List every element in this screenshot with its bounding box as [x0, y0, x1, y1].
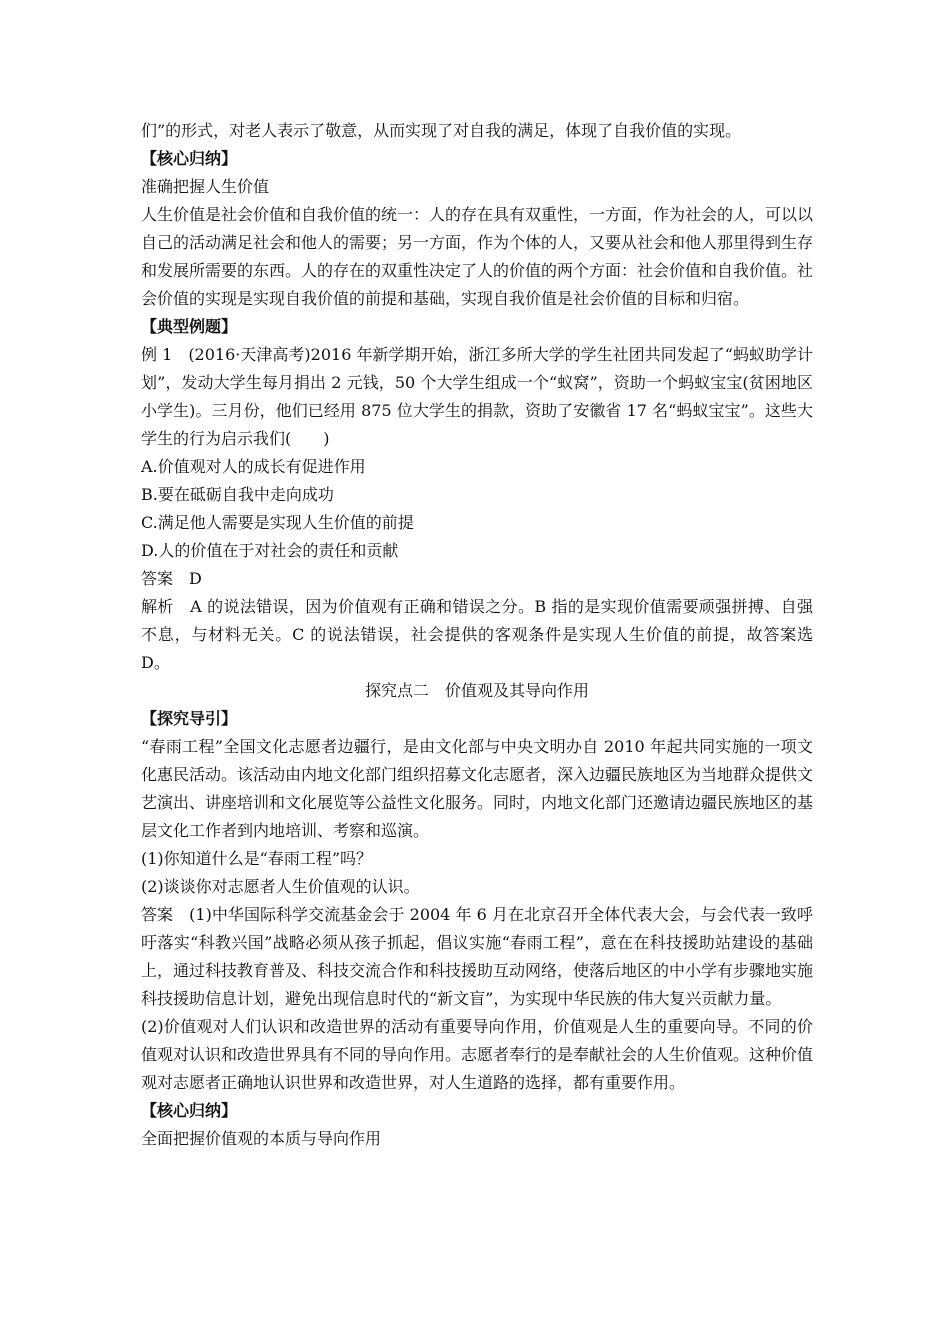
- core-summary-body: 人生价值是社会价值和自我价值的统一：人的存在具有双重性，一方面，作为社会的人，可以以自己的活动满足社会和他人的需要；另一方面，作为个体的人，又要从社会和他人那里得到生存和发展所需要的东西。人的存在的双重性决定了人的价值的两个方面：社会价值和自我价值。社会价值的实现是实现自我价值的前提和基础，实现自我价值是社会价值的目标和归宿。: [141, 205, 814, 308]
- option-c: C.满足他人需要是实现人生价值的前提: [141, 513, 414, 532]
- core-summary-2-heading: 【核心归纳】: [141, 1101, 238, 1120]
- example-heading: 【典型例题】: [141, 317, 238, 336]
- core-summary-subtitle: 准确把握人生价值: [141, 177, 270, 196]
- document-body: [141, 117, 813, 1153]
- inquiry-heading: 【探究导引】: [141, 709, 238, 728]
- intro-tail-paragraph: 们”的形式，对老人表示了敬意，从而实现了对自我的满足，体现了自我价值的实现。: [141, 121, 742, 140]
- inquiry-question-2: (2)谈谈你对志愿者人生价值观的认识。: [141, 877, 420, 896]
- option-b: B.要在砥砺自我中走向成功: [141, 485, 334, 504]
- section-title: 探究点二 价值观及其导向作用: [364, 681, 589, 700]
- inquiry-answer-2: (2)价值观对人们认识和改造世界的活动有重要导向作用，价值观是人生的重要向导。不同的价值观对认识和改造世界具有不同的导向作用。志愿者奉行的是奉献社会的人生价值观。这种价值观对志愿者正确地认识世界和改造世界，对人生道路的选择，都有重要作用。: [141, 1017, 814, 1092]
- inquiry-question-1: (1)你知道什么是“春雨工程”吗？: [141, 849, 373, 868]
- inquiry-answer-1: 答案 (1)中华国际科学交流基金会于 2004 年 6 月在北京召开全体代表大会，与会代表一致呼吁落实“科教兴国”战略必须从孩子抓起，倡议实施“春雨工程”，意在在科技援助站建设的基础上，通过科技教育普及、科技交流合作和科技援助互动网络，使落后地区的中小学有步骤地实施科技援助信息计划，避免出现信息时代的“新文盲”，为实现中华民族的伟大复兴贡献力量。: [141, 905, 814, 1008]
- core-summary-heading: 【核心归纳】: [141, 149, 238, 168]
- example-answer: 答案 D: [141, 569, 202, 588]
- option-a: A.价值观对人的成长有促进作用: [141, 457, 366, 476]
- core-summary-2-subtitle: 全面把握价值观的本质与导向作用: [141, 1129, 382, 1148]
- inquiry-body: “春雨工程”全国文化志愿者边疆行，是由文化部与中央文明办自 2010 年起共同实施的一项文化惠民活动。该活动由内地文化部门组织招募文化志愿者，深入边疆民族地区为当地群众提供文艺演出、讲座培训和文化展览等公益性文化服务。同时，内地文化部门还邀请边疆民族地区的基层文化工作者到内地培训、考察和巡演。: [141, 737, 814, 840]
- example-question: 例 1 (2016·天津高考)2016 年新学期开始，浙江多所大学的学生社团共同发起了“蚂蚁助学计划”，发动大学生每月捐出 2 元钱，50 个大学生组成一个“蚁窝”，资助一个蚂蚁宝宝(贫困地区小学生)。三月份，他们已经用 875 位大学生的捐款，资助了安徽省 17 名“蚂蚁宝宝”。这些大学生的行为启示我们( ): [141, 345, 813, 448]
- option-d: D.人的价值在于对社会的责任和贡献: [141, 541, 399, 560]
- example-analysis: 解析 A 的说法错误，因为价值观有正确和错误之分。B 指的是实现价值需要顽强拼搏、自强不息，与材料无关。C 的说法错误，社会提供的客观条件是实现人生价值的前提，故答案选 D。: [141, 597, 813, 672]
